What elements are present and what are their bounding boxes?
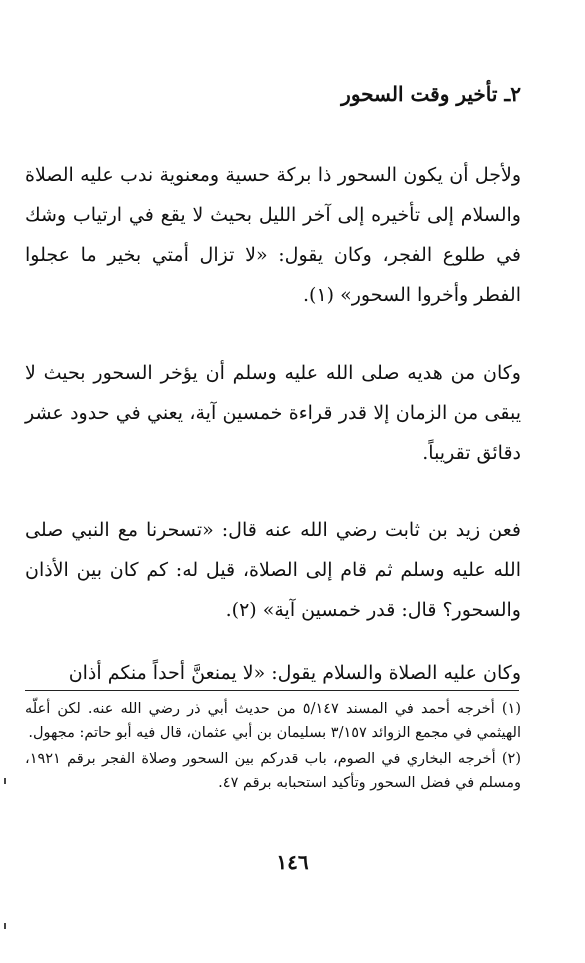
footnote-2: (٢) أخرجه البخاري في الصوم، باب قدركم بين السحور وصلاة الفجر برقم ١٩٢١، ومسلم في فضل السحور وتأكيد استحبابه برقم ٤٧.	[25, 751, 521, 791]
paragraph-delay-suhoor: ولأجل أن يكون السحور ذا بركة حسية ومعنوية ندب عليه الصلاة والسلام إلى تأخيره إلى آخر الليل بحيث لا يقع في ارتياب وشك في طلوع الفجر، وكان يقول: «لا تزال أمتي بخير ما عجلوا الفطر وأخروا السحور» (١).	[25, 164, 521, 306]
page-number: ١٤٦	[276, 850, 309, 874]
paragraph-adhan-hadith: وكان عليه الصلاة والسلام يقول: «لا يمنعنَّ أحداً منكم أذان	[68, 662, 521, 684]
paragraph-zayd-hadith: فعن زيد بن ثابت رضي الله عنه قال: «تسحرنا مع النبي صلى الله عليه وسلم ثم قام إلى الصلاة، قيل له: كم كان بين الأذان والسحور؟ قال: قدر خمسين آية» (٢).	[25, 519, 521, 621]
footnotes	[25, 697, 521, 797]
section-heading: ٢ـ تأخير وقت السحور	[341, 82, 521, 106]
footnote-divider	[25, 690, 519, 691]
scan-edge-mark	[4, 778, 6, 784]
scan-edge-mark	[4, 923, 6, 929]
footnote-1: (١) أخرجه أحمد في المسند ٥/١٤٧ من حديث أبي ذر رضي الله عنه. لكن أعلّه الهيثمي في مجمع الزوائد ٣/١٥٧ بسليمان بن أبي عثمان، قال فيه أبو حاتم: مجهول.	[25, 701, 521, 741]
paragraph-prophet-guidance: وكان من هديه صلى الله عليه وسلم أن يؤخر السحور بحيث لا يبقى من الزمان إلا قدر قراءة خمسين آية، يعني في حدود عشر دقائق تقريباً.	[25, 362, 521, 464]
